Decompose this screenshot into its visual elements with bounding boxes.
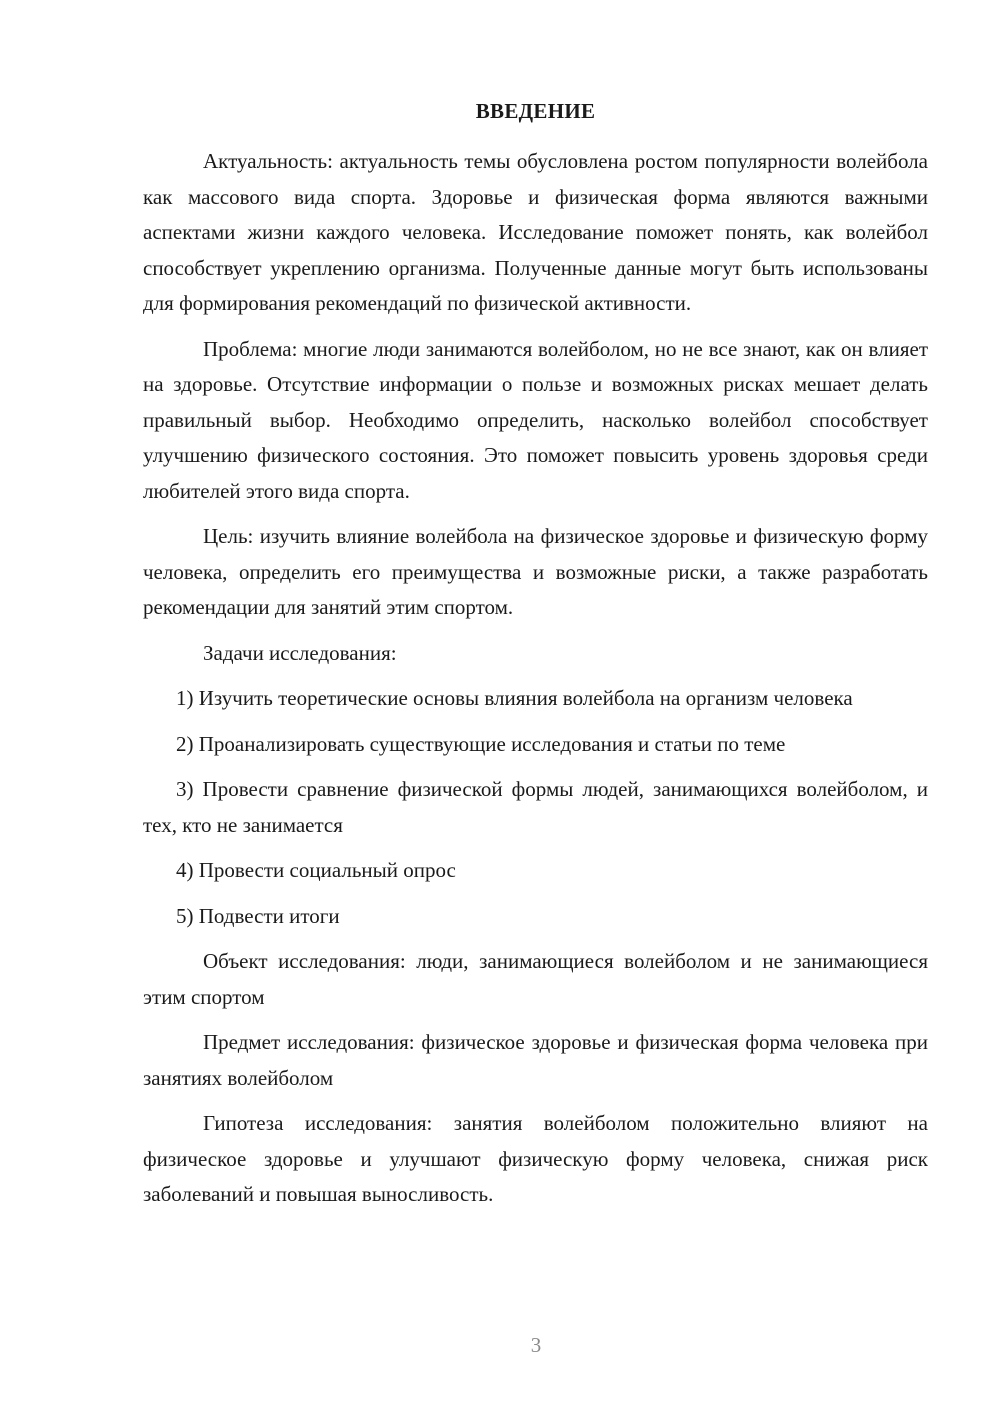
task-item-3: 3) Провести сравнение физической формы людей, занимающихся волейболом, и тех, кто не занимается: [143, 777, 928, 837]
tasks-intro: Задачи исследования:: [203, 640, 397, 665]
subject-paragraph: Предмет исследования: физическое здоровье и физическая форма человека при занятиях волейболом: [143, 1030, 928, 1090]
relevance-paragraph: Актуальность: актуальность темы обусловлена ростом популярности волейбола как массового вида спорта. Здоровье и физическая форма являются важными аспектами жизни каждого человека. Исследование поможет понять, как волейбол способствует укреплению организма. Полученные данные могут быть использованы для формирования рекомендаций по физической активности.: [143, 149, 928, 315]
section-heading: ВВЕДЕНИЕ: [475, 99, 596, 123]
task-item-4: 4) Провести социальный опрос: [176, 858, 456, 882]
page-number: 3: [530, 1333, 542, 1357]
object-paragraph: Объект исследования: люди, занимающиеся волейболом и не занимающиеся этим спортом: [143, 949, 928, 1009]
task-item-5: 5) Подвести итоги: [176, 903, 340, 928]
hypothesis-paragraph: Гипотеза исследования: занятия волейболом положительно влияют на физическое здоровье и улучшают физическую форму человека, снижая риск заболеваний и повышая выносливость.: [143, 1111, 928, 1206]
page-content: [143, 96, 928, 1223]
task-item-1: 1) Изучить теоретические основы влияния волейбола на организм человека: [176, 686, 853, 710]
goal-paragraph: Цель: изучить влияние волейбола на физическое здоровье и физическую форму человека, определить его преимущества и возможные риски, а также разработать рекомендации для занятий этим спортом.: [143, 524, 928, 619]
task-item-2: 2) Проанализировать существующие исследования и статьи по теме: [176, 731, 786, 756]
problem-paragraph: Проблема: многие люди занимаются волейболом, но не все знают, как он влияет на здоровье. Отсутствие информации о пользе и возможных рисках мешает делать правильный выбор. Необходимо определить, насколько волейбол способствует улучшению физического состояния. Это поможет повысить уровень здоровья среди любителей этого вида спорта.: [143, 336, 928, 503]
